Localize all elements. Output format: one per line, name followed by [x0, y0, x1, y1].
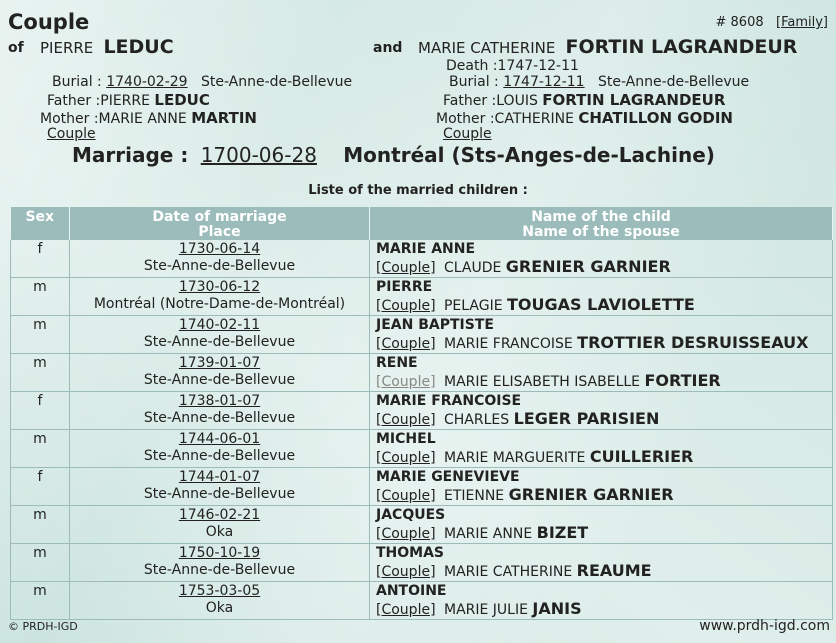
table-row [11, 392, 833, 430]
child-marriage-cell [70, 506, 370, 544]
child-name: MARIE FRANCOISE [376, 393, 522, 409]
spouse-line [376, 333, 809, 352]
husband-burial-date[interactable]: 1740-02-29 [106, 74, 188, 90]
wife-mother [436, 109, 733, 127]
child-marriage-place: Ste-Anne-de-Bellevue [143, 372, 296, 388]
spouse-last-name: LEGER PARISIEN [513, 409, 660, 428]
child-couple-link[interactable]: [Couple] [376, 412, 436, 428]
child-name: RENE [376, 355, 418, 371]
child-couple-link[interactable]: [Couple] [376, 602, 436, 618]
and-label: and [373, 40, 403, 56]
child-sex: m [11, 278, 70, 316]
wife-burial-date[interactable]: 1747-12-11 [503, 74, 585, 90]
table-row [11, 278, 833, 316]
children-list-title: Liste of the married children : [308, 183, 528, 198]
child-couple-link[interactable]: [Couple] [376, 564, 436, 580]
family-link[interactable]: [Family] [776, 15, 828, 30]
wife-father-first: LOUIS [496, 93, 538, 109]
file-number: # 8608 [715, 15, 764, 30]
spouse-line [376, 599, 582, 618]
child-name: ANTOINE [376, 583, 447, 599]
spouse-last-name: GRENIER GARNIER [508, 485, 674, 504]
wife-father-last: FORTIN LAGRANDEUR [542, 91, 726, 109]
spouse-first-name: MARIE ELISABETH ISABELLE [443, 374, 641, 390]
spouse-line [376, 561, 652, 580]
spouse-first-name: CLAUDE [443, 260, 502, 276]
child-marriage-date-link[interactable]: 1738-01-07 [178, 393, 261, 409]
wife-burial [449, 74, 749, 90]
child-name: PIERRE [376, 279, 433, 295]
spouse-first-name: MARIE ANNE [443, 526, 533, 542]
wife-parents-couple-link[interactable]: Couple [443, 126, 492, 142]
spouse-last-name: FORTIER [644, 371, 721, 390]
child-name: THOMAS [376, 545, 445, 561]
wife-father-label: Father : [443, 93, 497, 109]
child-sex: m [11, 430, 70, 468]
child-sex: m [11, 354, 70, 392]
husband-burial-label: Burial : [52, 74, 102, 90]
wife-death-label: Death : [446, 58, 498, 74]
child-sex: f [11, 240, 70, 278]
child-marriage-date-link[interactable]: 1740-02-11 [178, 317, 261, 333]
child-marriage-date-link[interactable]: 1739-01-07 [178, 355, 261, 371]
spouse-last-name: CUILLERIER [589, 447, 694, 466]
spouse-first-name: MARIE CATHERINE [443, 564, 573, 580]
child-marriage-cell [70, 582, 370, 620]
child-name-cell [370, 240, 833, 278]
child-name-cell [370, 468, 833, 506]
spouse-line [376, 257, 671, 276]
child-sex: m [11, 582, 70, 620]
child-sex: f [11, 468, 70, 506]
child-couple-link[interactable]: [Couple] [376, 260, 436, 276]
child-marriage-cell [70, 240, 370, 278]
spouse-last-name: JANIS [532, 599, 582, 618]
husband-mother-label: Mother : [40, 111, 99, 127]
child-couple-link[interactable]: [Couple] [376, 374, 436, 390]
husband-burial [52, 74, 352, 90]
spouse-first-name: MARIE FRANCOISE [443, 336, 573, 352]
husband-first-name: PIERRE [40, 39, 94, 57]
children-table [10, 207, 833, 620]
child-marriage-place: Ste-Anne-de-Bellevue [143, 410, 296, 426]
header-sex [11, 207, 70, 240]
wife-father [443, 91, 725, 109]
spouse-line [376, 447, 694, 466]
header-child-label: Name of the child [531, 208, 671, 225]
child-sex: m [11, 316, 70, 354]
child-marriage-date-link[interactable]: 1744-01-07 [178, 469, 261, 485]
wife-death [446, 58, 579, 74]
husband-parents-couple-link[interactable]: Couple [47, 126, 96, 142]
husband-father-first: PIERRE [100, 93, 150, 109]
header-sex-label: Sex [25, 208, 55, 225]
child-marriage-place: Oka [205, 524, 234, 540]
husband-burial-place: Ste-Anne-de-Bellevue [200, 74, 353, 90]
wife-mother-last: CHATILLON GODIN [578, 109, 733, 127]
child-name-cell [370, 354, 833, 392]
child-marriage-date-link[interactable]: 1730-06-14 [178, 241, 261, 257]
wife-last-name: FORTIN LAGRANDEUR [565, 36, 798, 58]
wife-first-name: MARIE CATHERINE [418, 39, 556, 57]
wife-mother-label: Mother : [436, 111, 495, 127]
spouse-last-name: BIZET [536, 523, 589, 542]
of-label: of [8, 40, 24, 56]
child-name-cell [370, 544, 833, 582]
page-title: Couple [8, 10, 90, 34]
spouse-last-name: TROTTIER DESRUISSEAUX [577, 333, 809, 352]
marriage-date-link[interactable]: 1700-06-28 [200, 143, 317, 167]
child-name-cell [370, 430, 833, 468]
wife-name [418, 36, 797, 58]
table-row [11, 544, 833, 582]
child-marriage-place: Ste-Anne-de-Bellevue [143, 562, 296, 578]
spouse-line [376, 485, 674, 504]
header-spouse-label: Name of the spouse [522, 223, 680, 240]
child-marriage-place: Ste-Anne-de-Bellevue [143, 334, 296, 350]
husband-mother-last: MARTIN [191, 109, 257, 127]
copyright-text: © PRDH-IGD [8, 620, 78, 633]
child-name-cell [370, 392, 833, 430]
child-marriage-cell [70, 278, 370, 316]
spouse-last-name: REAUME [576, 561, 652, 580]
husband-mother [40, 109, 257, 127]
spouse-line [376, 371, 721, 390]
spouse-first-name: MARIE JULIE [443, 602, 528, 618]
child-couple-link[interactable]: [Couple] [376, 526, 436, 542]
wife-death-date: 1747-12-11 [497, 58, 579, 74]
children-table-header [11, 207, 833, 240]
husband-last-name: LEDUC [103, 36, 174, 58]
child-couple-link[interactable]: [Couple] [376, 450, 436, 466]
child-marriage-place: Ste-Anne-de-Bellevue [143, 486, 296, 502]
child-name: MARIE GENEVIEVE [376, 469, 520, 485]
child-marriage-place: Montréal (Notre-Dame-de-Montréal) [93, 296, 346, 312]
child-sex: m [11, 506, 70, 544]
child-marriage-cell [70, 392, 370, 430]
table-row [11, 430, 833, 468]
table-row [11, 468, 833, 506]
child-couple-link[interactable]: [Couple] [376, 336, 436, 352]
child-name-cell [370, 582, 833, 620]
child-couple-link[interactable]: [Couple] [376, 488, 436, 504]
table-row [11, 506, 833, 544]
website-text: www.prdh-igd.com [699, 618, 830, 634]
child-name-cell [370, 316, 833, 354]
child-marriage-place: Oka [205, 600, 234, 616]
child-name: JACQUES [376, 507, 446, 523]
child-marriage-date-link[interactable]: 1753-03-05 [178, 583, 261, 599]
spouse-first-name: CHARLES [443, 412, 510, 428]
child-marriage-cell [70, 544, 370, 582]
table-row [11, 240, 833, 278]
child-sex: f [11, 392, 70, 430]
husband-father-label: Father : [47, 93, 101, 109]
child-name: JEAN BAPTISTE [376, 317, 494, 333]
child-name: MARIE ANNE [376, 241, 476, 257]
spouse-last-name: GRENIER GARNIER [505, 257, 671, 276]
table-row [11, 582, 833, 620]
child-marriage-place: Ste-Anne-de-Bellevue [143, 448, 296, 464]
marriage-place: Montréal (Sts-Anges-de-Lachine) [343, 143, 715, 167]
child-name: MICHEL [376, 431, 436, 447]
child-marriage-place: Ste-Anne-de-Bellevue [143, 258, 296, 274]
wife-burial-label: Burial : [449, 74, 499, 90]
husband-father-last: LEDUC [154, 91, 210, 109]
child-sex: m [11, 544, 70, 582]
child-marriage-cell [70, 354, 370, 392]
child-marriage-date-link[interactable]: 1730-06-12 [178, 279, 261, 295]
child-name-cell [370, 278, 833, 316]
spouse-first-name: PELAGIE [443, 298, 503, 314]
file-number-area [716, 15, 829, 30]
child-marriage-date-link[interactable]: 1746-02-21 [178, 507, 261, 523]
child-marriage-date-link[interactable]: 1744-06-01 [178, 431, 261, 447]
header-place-label: Place [198, 223, 241, 240]
header-child-spouse [370, 207, 833, 240]
spouse-last-name: TOUGAS LAVIOLETTE [507, 295, 695, 314]
child-marriage-cell [70, 316, 370, 354]
wife-burial-place: Ste-Anne-de-Bellevue [597, 74, 750, 90]
spouse-line [376, 295, 695, 314]
table-row [11, 316, 833, 354]
header-date-label: Date of marriage [152, 208, 287, 225]
child-marriage-cell [70, 468, 370, 506]
child-marriage-cell [70, 430, 370, 468]
header-date-place [70, 207, 370, 240]
husband-mother-first: MARIE ANNE [98, 111, 187, 127]
spouse-line [376, 409, 660, 428]
husband-name [40, 36, 174, 58]
marriage-label: Marriage : [72, 143, 189, 167]
spouse-first-name: ETIENNE [443, 488, 505, 504]
table-row [11, 354, 833, 392]
child-couple-link[interactable]: [Couple] [376, 298, 436, 314]
husband-father [47, 91, 210, 109]
marriage-line [72, 143, 715, 167]
child-marriage-date-link[interactable]: 1750-10-19 [178, 545, 261, 561]
spouse-line [376, 523, 589, 542]
spouse-first-name: MARIE MARGUERITE [443, 450, 586, 466]
wife-mother-first: CATHERINE [494, 111, 574, 127]
child-name-cell [370, 506, 833, 544]
